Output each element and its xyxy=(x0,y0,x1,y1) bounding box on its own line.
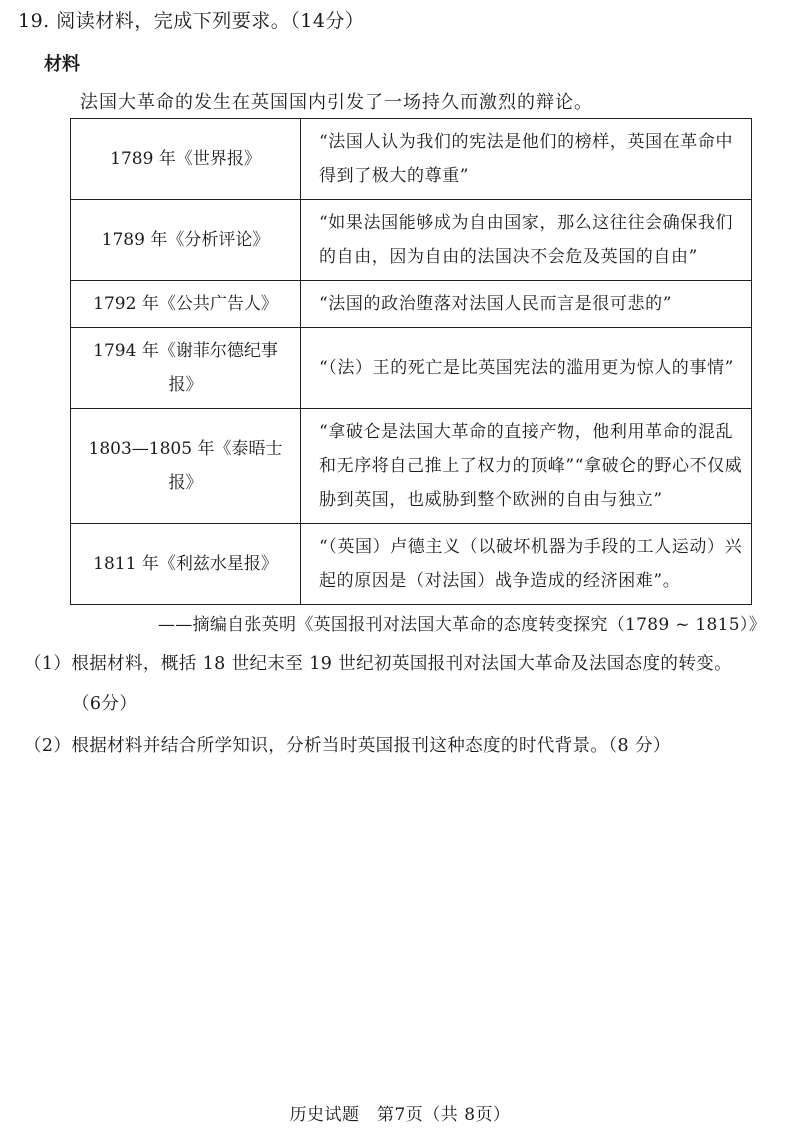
newspaper-source: 1792 年《公共广告人》 xyxy=(71,281,301,328)
newspaper-source: 1794 年《谢菲尔德纪事报》 xyxy=(71,328,301,409)
sub-question-1-points: （6分） xyxy=(72,694,138,714)
newspaper-quote: “（法）王的死亡是比英国宪法的滥用更为惊人的事情” xyxy=(301,328,752,409)
newspaper-quote: “（英国）卢德主义（以破坏机器为手段的工人运动）兴起的原因是（对法国）战争造成的经济困难”。 xyxy=(301,524,752,605)
table-row xyxy=(71,328,752,409)
source-citation: ——摘编自张英明《英国报刊对法国大革命的态度转变探究（1789 ~ 1815）》 xyxy=(157,615,766,635)
newspaper-quote: “拿破仑是法国大革命的直接产物，他利用革命的混乱和无序将自己推上了权力的顶峰”“拿破仑的野心不仅威胁到英国，也威胁到整个欧洲的自由与独立” xyxy=(301,409,752,524)
newspaper-source: 1811 年《利兹水星报》 xyxy=(71,524,301,605)
material-intro: 法国大革命的发生在英国国内引发了一场持久而激烈的辩论。 xyxy=(80,92,593,113)
sub-question-1: （1）根据材料，概括 18 世纪末至 19 世纪初英国报刊对法国大革命及法国态度的转变。 xyxy=(24,654,733,674)
newspaper-source: 1789 年《世界报》 xyxy=(71,119,301,200)
table-row xyxy=(71,119,752,200)
newspaper-source: 1803—1805 年《泰晤士报》 xyxy=(71,409,301,524)
table-row xyxy=(71,200,752,281)
newspaper-quote: “法国的政治堕落对法国人民而言是很可悲的” xyxy=(301,281,752,328)
newspaper-table xyxy=(70,118,752,605)
newspaper-quote: “法国人认为我们的宪法是他们的榜样，英国在革命中得到了极大的尊重” xyxy=(301,119,752,200)
question-title: 19. 阅读材料，完成下列要求。（14分） xyxy=(18,10,365,32)
newspaper-quote: “如果法国能够成为自由国家，那么这往往会确保我们的自由，因为自由的法国决不会危及英国的自由” xyxy=(301,200,752,281)
page-footer: 历史试题 第7页（共 8页） xyxy=(289,1105,511,1125)
material-label: 材料 xyxy=(44,54,80,75)
table-row xyxy=(71,524,752,605)
newspaper-source: 1789 年《分析评论》 xyxy=(71,200,301,281)
table-row xyxy=(71,281,752,328)
sub-question-2: （2）根据材料并结合所学知识，分析当时英国报刊这种态度的时代背景。（8 分） xyxy=(24,736,671,756)
table-row xyxy=(71,409,752,524)
